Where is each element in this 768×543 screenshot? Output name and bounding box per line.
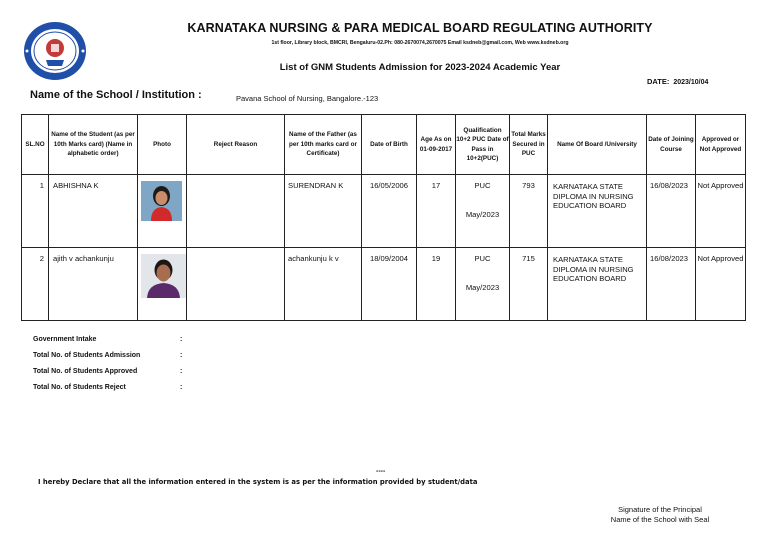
signature-school-seal: Name of the School with Seal	[610, 515, 710, 524]
declaration-text: I hereby Declare that all the information entered in the system is as per the information provided by student/data	[38, 478, 478, 486]
totals-colon: :	[180, 368, 183, 375]
signature-principal: Signature of the Principal	[618, 505, 702, 514]
row-status: Not Approved	[696, 248, 746, 321]
header-reject-reason: Reject Reason	[187, 115, 285, 175]
row-student-name: ajith v achankunju	[49, 248, 138, 321]
row-father-name: achankunju k v	[285, 248, 362, 321]
row-marks: 715	[510, 248, 548, 321]
table-row	[22, 175, 746, 248]
row-sl: 2	[22, 248, 49, 321]
row-student-name: ABHISHNA K	[49, 175, 138, 248]
row-qualification	[456, 175, 510, 248]
header-photo: Photo	[138, 115, 187, 175]
header-joining: Date of Joining Course	[647, 115, 696, 175]
row-photo	[138, 248, 187, 321]
school-value: Pavana School of Nursing, Bangalore.-123	[236, 94, 379, 103]
row-pass-date: May/2023	[465, 209, 500, 219]
row-dob: 18/09/2004	[362, 248, 417, 321]
totals-colon: :	[180, 352, 183, 359]
row-age: 19	[417, 248, 456, 321]
row-age: 17	[417, 175, 456, 248]
header-qualification: Qualification 10+2 PUC Date of Pass in 10+2(PUC)	[456, 115, 510, 175]
row-status: Not Approved	[696, 175, 746, 248]
totals-section	[33, 336, 183, 400]
row-father-name: SURENDRAN K	[285, 175, 362, 248]
header-age: Age As on 01-09-2017	[417, 115, 456, 175]
student-photo-icon	[141, 181, 182, 221]
row-joining-date: 16/08/2023	[647, 248, 696, 321]
row-qualification	[456, 248, 510, 321]
row-qualification-name: PUC	[474, 254, 491, 263]
header-status: Approved or Not Approved	[696, 115, 746, 175]
header-sl: SL.NO	[22, 115, 49, 175]
address-line: 1st floor, Library block, BMCRI, Bengaluru-02.Ph: 080-2670074,2670075 Email ksdneb@gmail.com, Web www.ksdneb.org	[271, 40, 569, 46]
row-dob: 16/05/2006	[362, 175, 417, 248]
student-photo-icon	[141, 254, 186, 298]
totals-reject-row	[33, 384, 183, 400]
table-header-row	[22, 115, 746, 175]
row-marks: 793	[510, 175, 548, 248]
date-value: 2023/10/04	[673, 79, 709, 86]
row-pass-date: May/2023	[465, 282, 500, 292]
signature-block	[580, 505, 740, 525]
header-father: Name of the Father (as per 10th marks card or Certificate)	[285, 115, 362, 175]
school-label: Name of the School / Institution :	[30, 89, 202, 101]
header-marks: Total Marks Secured in PUC	[510, 115, 548, 175]
seal-icon	[22, 20, 88, 82]
row-reject-reason	[187, 175, 285, 248]
date-label: DATE:	[647, 77, 670, 86]
totals-colon: :	[180, 336, 183, 343]
row-board: KARNATAKA STATE DIPLOMA IN NURSING EDUCATION BOARD	[548, 248, 647, 321]
row-qualification-name: PUC	[474, 181, 491, 190]
totals-intake-label: Government Intake	[33, 336, 97, 343]
totals-approved-row	[33, 368, 183, 384]
totals-intake-row	[33, 336, 183, 352]
header-dob: Date of Birth	[362, 115, 417, 175]
row-board: KARNATAKA STATE DIPLOMA IN NURSING EDUCATION BOARD	[548, 175, 647, 248]
totals-approved-label: Total No. of Students Approved	[33, 368, 138, 375]
totals-colon: :	[180, 384, 183, 391]
row-sl: 1	[22, 175, 49, 248]
row-joining-date: 16/08/2023	[647, 175, 696, 248]
totals-admission-row	[33, 352, 183, 368]
separator-dashes: ----	[376, 468, 386, 475]
totals-admission-label: Total No. of Students Admission	[33, 352, 141, 359]
header-name: Name of the Student (as per 10th Marks card) (Name in alphabetic order)	[49, 115, 138, 175]
table-row	[22, 248, 746, 321]
totals-reject-label: Total No. of Students Reject	[33, 384, 126, 391]
page-title: KARNATAKA NURSING & PARA MEDICAL BOARD REGULATING AUTHORITY	[187, 21, 653, 35]
date-field	[647, 77, 708, 86]
document-subtitle: List of GNM Students Admission for 2023-2024 Academic Year	[279, 62, 561, 73]
board-logo	[22, 20, 88, 82]
header-board: Name Of Board /University	[548, 115, 647, 175]
row-photo	[138, 175, 187, 248]
row-reject-reason	[187, 248, 285, 321]
students-table	[21, 114, 746, 321]
